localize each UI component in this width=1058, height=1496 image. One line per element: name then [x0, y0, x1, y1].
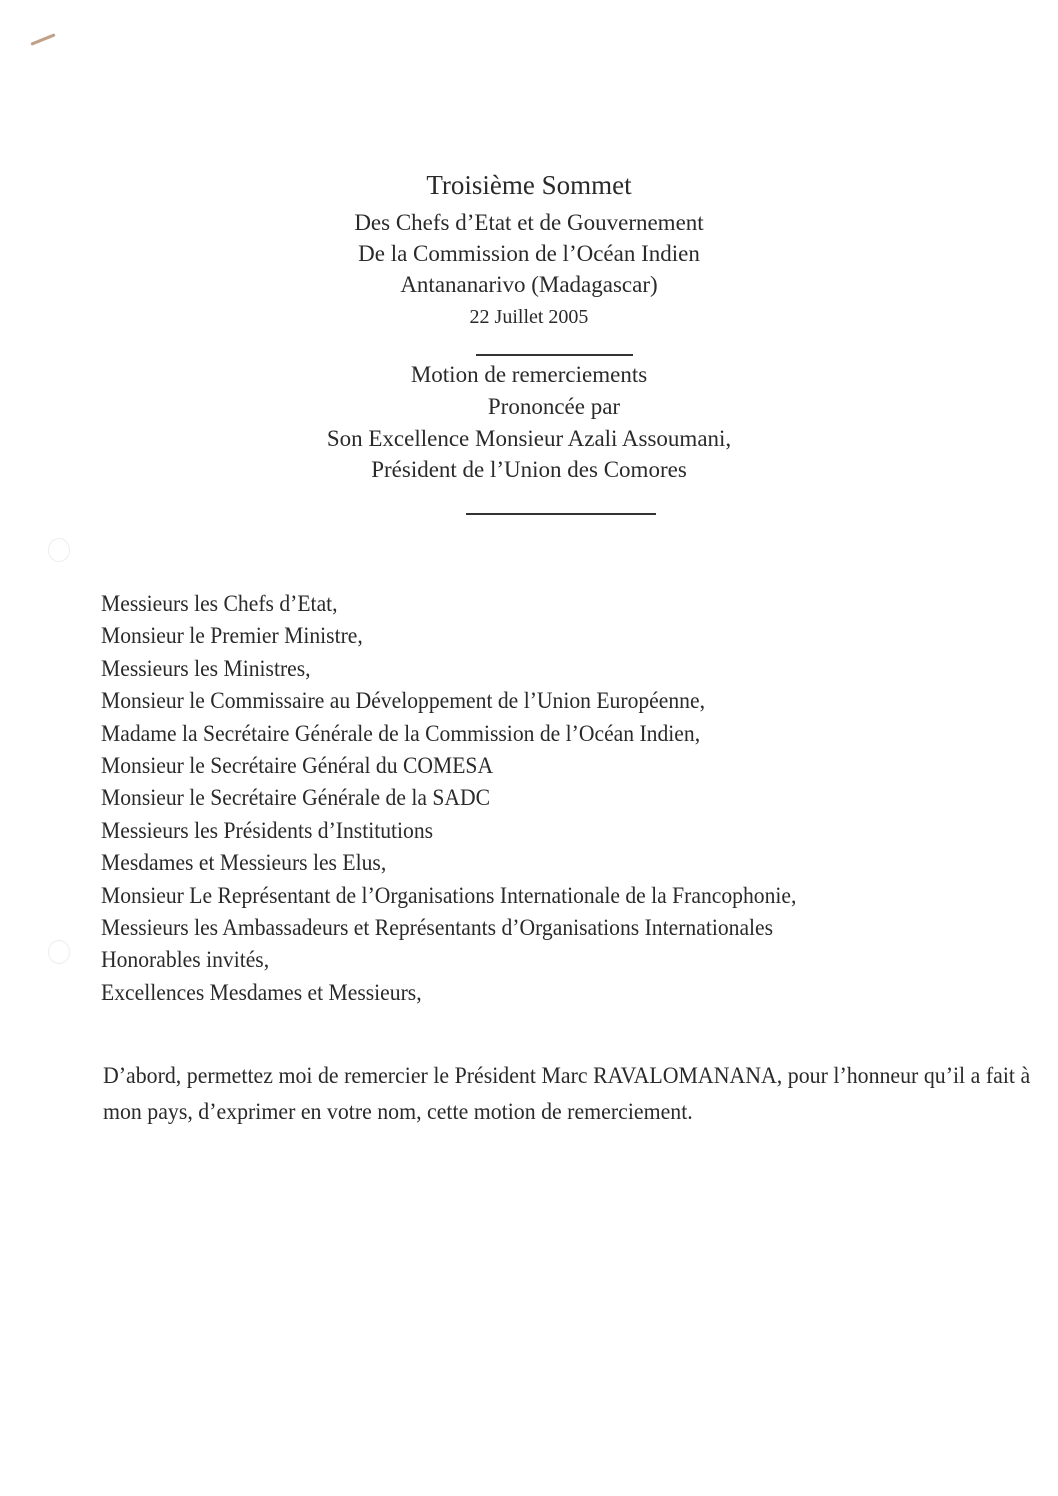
salutation-item: Mesdames et Messieurs les Elus,	[101, 850, 387, 876]
subheader-line: Président de l’Union des Comores	[371, 457, 687, 482]
body-paragraph	[103, 1058, 1030, 1130]
separator-rule	[466, 513, 656, 515]
separator-rule	[476, 354, 633, 356]
salutation-item: Madame la Secrétaire Générale de la Commission de l’Océan Indien,	[101, 720, 701, 746]
scan-mark	[30, 33, 55, 46]
salutation-item: Monsieur le Commissaire au Développement de l’Union Européenne,	[101, 688, 706, 714]
salutation-item: Monsieur le Premier Ministre,	[101, 623, 363, 649]
punch-hole-mark	[48, 538, 70, 562]
salutation-item: Excellences Mesdames et Messieurs,	[101, 979, 422, 1005]
salutation-item: Monsieur le Secrétaire Générale de la SADC	[101, 785, 491, 811]
header-date: 22 Juillet 2005	[469, 306, 589, 328]
header-line: De la Commission de l’Océan Indien	[358, 241, 700, 266]
document-title: Troisième Sommet	[426, 170, 632, 200]
salutation-item: Honorables invités,	[101, 947, 270, 973]
salutation-item: Messieurs les Ministres,	[101, 655, 311, 681]
header-line: Des Chefs d’Etat et de Gouvernement	[354, 210, 704, 235]
subheader-line: Son Excellence Monsieur Azali Assoumani,	[326, 426, 732, 451]
salutation-item: Monsieur Le Représentant de l’Organisations Internationale de la Francophonie,	[101, 882, 797, 908]
header-line: Antananarivo (Madagascar)	[400, 272, 658, 297]
subheader-line: Prononcée par	[487, 394, 621, 419]
salutation-item: Messieurs les Chefs d’Etat,	[101, 591, 338, 616]
salutation-list	[101, 588, 841, 1009]
punch-hole-mark	[48, 940, 70, 964]
salutation-item: Messieurs les Ambassadeurs et Représentants d’Organisations Internationales	[101, 915, 774, 941]
subheader-line: Motion de remerciements	[410, 362, 648, 387]
salutation-item: Messieurs les Présidents d’Institutions	[101, 817, 434, 843]
body-paragraph-text: D’abord, permettez moi de remercier le Président Marc RAVALOMANANA, pour l’honneur qu’il a fait à mon pays, d’exprimer en votre nom, cette motion de remerciement.	[103, 1063, 1031, 1124]
salutation-item: Monsieur le Secrétaire Général du COMESA	[101, 753, 494, 779]
